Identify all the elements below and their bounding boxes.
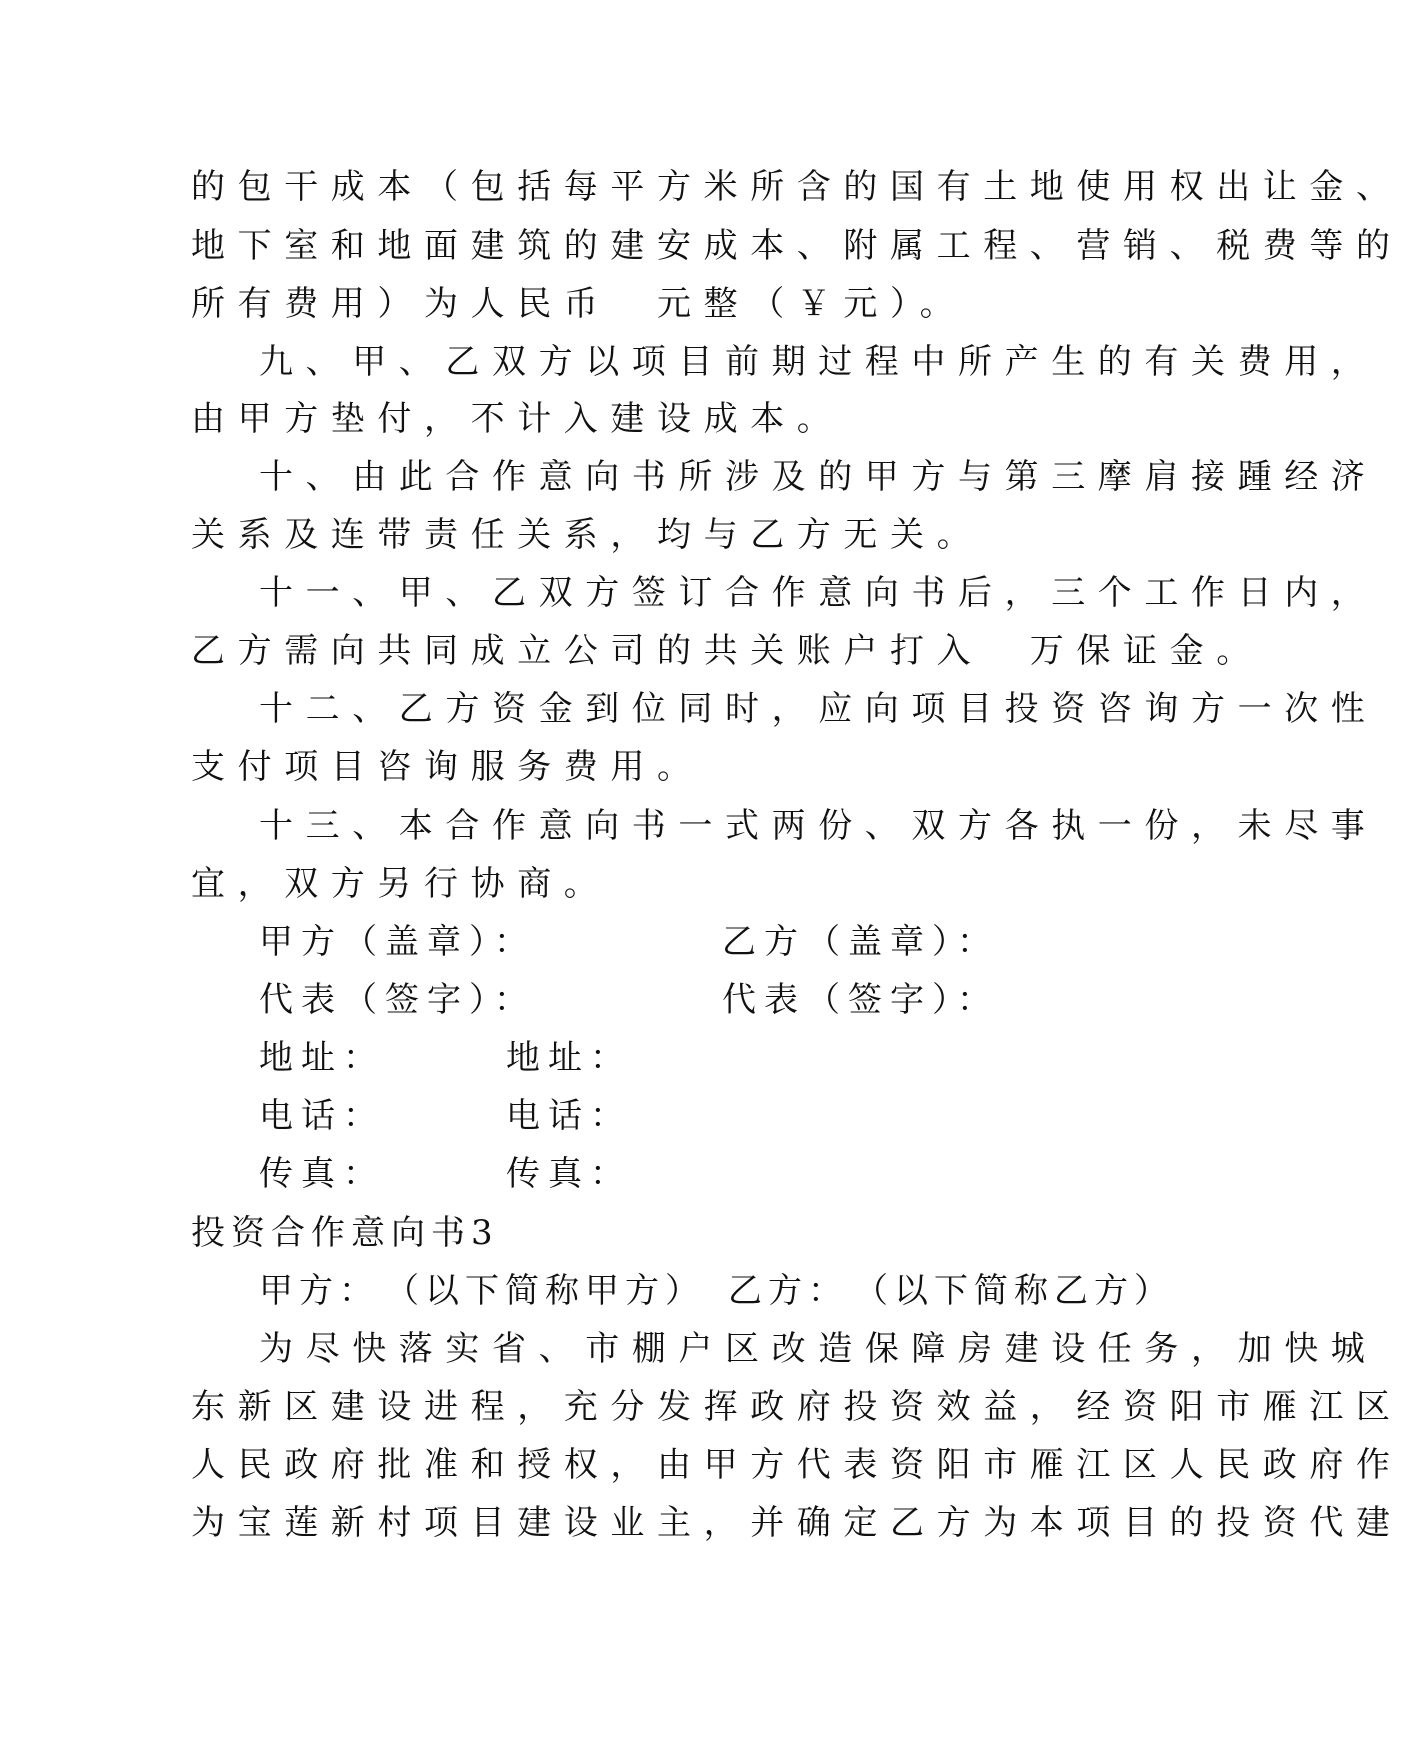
clause-13-line: 十三、本合作意向书一式两份、双方各执一份，未尽事 <box>259 806 1378 846</box>
party-b-representative-label: 代表（签字）： <box>722 980 999 1020</box>
section-body-line: 为尽快落实省、市棚户区改造保障房建设任务，加快城 <box>259 1329 1378 1369</box>
body-line: 的包干成本（包括每平方米所含的国有土地使用权出让金、 <box>191 167 1403 207</box>
party-a-fax-label: 传真： <box>259 1154 385 1194</box>
section-body-line: 为宝莲新村项目建设业主，并确定乙方为本项目的投资代建 <box>191 1503 1403 1543</box>
party-b-phone-label: 电话： <box>506 1096 632 1136</box>
party-a-seal-label: 甲方（盖章）： <box>259 922 536 962</box>
clause-10-line: 关系及连带责任关系，均与乙方无关。 <box>191 515 984 555</box>
party-a-address-label: 地址： <box>259 1038 385 1078</box>
party-a-phone-label: 电话： <box>259 1096 385 1136</box>
party-b-fax-label: 传真： <box>506 1154 632 1194</box>
clause-11-line: 十一、甲、乙双方签订合作意向书后，三个工作日内， <box>259 573 1378 613</box>
clause-10-line: 十、由此合作意向书所涉及的甲方与第三摩肩接踵经济 <box>259 457 1378 497</box>
section-body-line: 人民政府批准和授权，由甲方代表资阳市雁江区人民政府作 <box>191 1445 1403 1485</box>
clause-9-line: 由甲方垫付，不计入建设成本。 <box>191 399 844 439</box>
clause-9-line: 九、甲、乙双方以项目前期过程中所产生的有关费用， <box>259 342 1378 382</box>
party-b-seal-label: 乙方（盖章）： <box>722 922 999 962</box>
clause-11-line: 乙方需向共同成立公司的共关账户打入 万保证金。 <box>191 631 1263 671</box>
clause-12-line: 十二、乙方资金到位同时，应向项目投资咨询方一次性 <box>259 689 1378 729</box>
party-b-address-label: 地址： <box>506 1038 632 1078</box>
clause-12-line: 支付项目咨询服务费用。 <box>191 747 704 787</box>
section-body-line: 东新区建设进程，充分发挥政府投资效益，经资阳市雁江区 <box>191 1387 1403 1427</box>
party-a-representative-label: 代表（签字）： <box>259 980 536 1020</box>
clause-13-line: 宜，双方另行协商。 <box>191 864 611 904</box>
body-line: 地下室和地面建筑的建安成本、附属工程、营销、税费等的 <box>191 226 1403 266</box>
section-title: 投资合作意向书3 <box>191 1213 499 1253</box>
section-parties: 甲方： （以下简称甲方） 乙方： （以下简称乙方） <box>259 1271 1174 1311</box>
body-line: 所有费用）为人民币 元整（￥元）。 <box>191 284 967 324</box>
